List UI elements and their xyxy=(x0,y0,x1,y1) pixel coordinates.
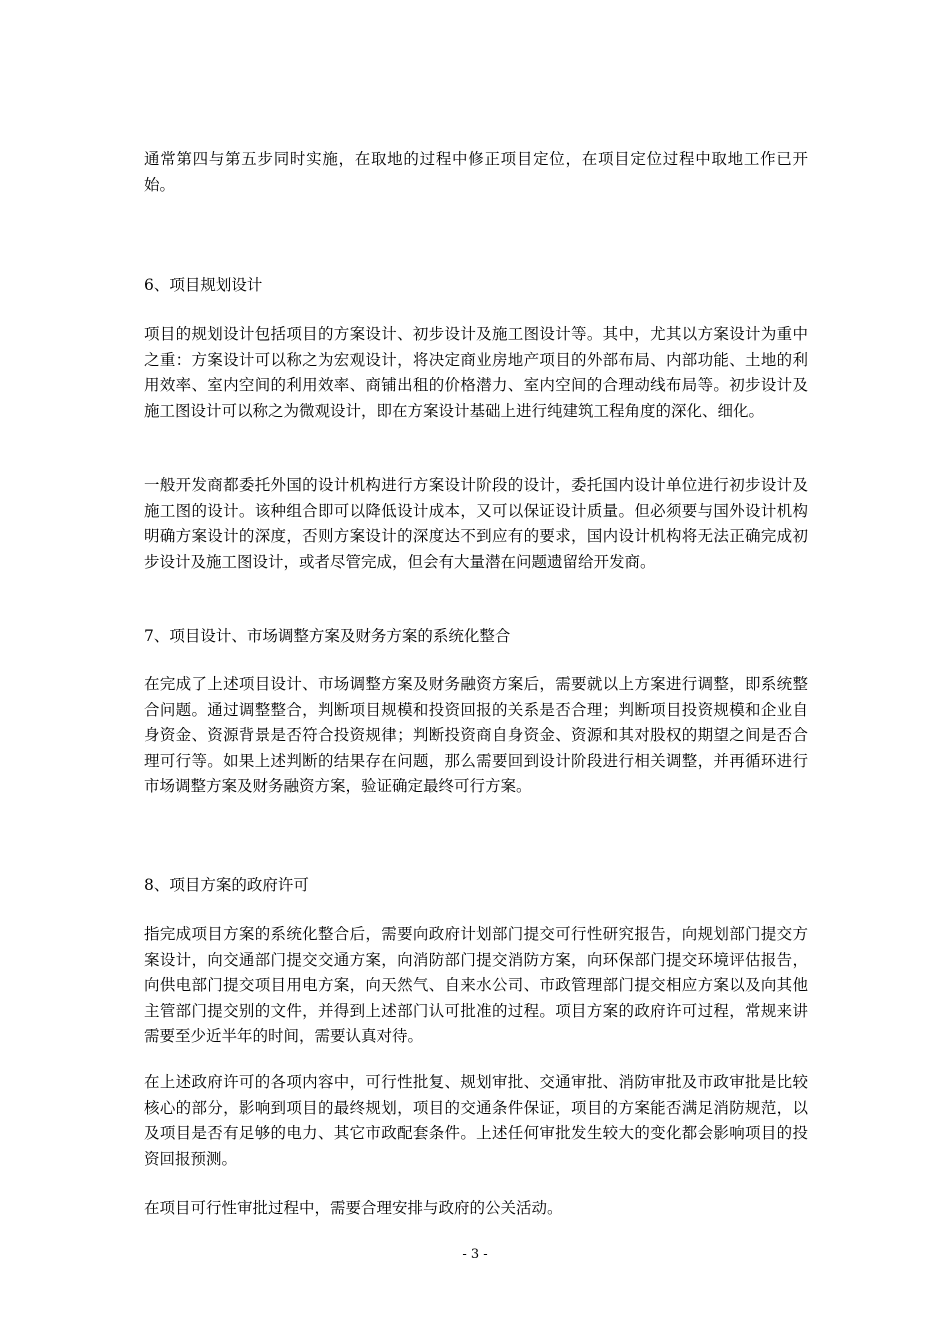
section-8-paragraph-2: 在上述政府许可的各项内容中，可行性批复、规划审批、交通审批、消防审批及市政审批是比较核心的部分，影响到项目的最终规划，项目的交通条件保证，项目的方案能否满足消防规范，以及项目是否有足够的电力、其它市政配套条件。上述任何审批发生较大的变化都会影响项目的投资回报预测。 xyxy=(144,1073,808,1168)
page-number: - 3 - xyxy=(462,1247,488,1262)
section-7-heading: 7、项目设计、市场调整方案及财务方案的系统化整合 xyxy=(144,627,511,645)
section-6-heading: 6、项目规划设计 xyxy=(144,276,263,294)
section-6-paragraph-2: 一般开发商都委托外国的设计机构进行方案设计阶段的设计，委托国内设计单位进行初步设计及施工图的设计。该种组合即可以降低设计成本，又可以保证设计质量。但必须要与国外设计机构明确方案设计的深度，否则方案设计的深度达不到应有的要求，国内设计机构将无法正确完成初步设计及施工图设计，或者尽管完成，但会有大量潜在问题遗留给开发商。 xyxy=(144,476,808,571)
section-8-paragraph-1: 指完成项目方案的系统化整合后，需要向政府计划部门提交可行性研究报告，向规划部门提交方案设计，向交通部门提交交通方案，向消防部门提交消防方案，向环保部门提交环境评估报告，向供电部门提交项目用电方案，向天然气、自来水公司、市政管理部门提交相应方案以及向其他主管部门提交别的文件，并得到上述部门认可批准的过程。项目方案的政府许可过程，常规来讲需要至少近半年的时间，需要认真对待。 xyxy=(144,925,808,1045)
section-6-paragraph-1: 项目的规划设计包括项目的方案设计、初步设计及施工图设计等。其中，尤其以方案设计为重中之重：方案设计可以称之为宏观设计，将决定商业房地产项目的外部布局、内部功能、土地的利用效率、室内空间的利用效率、商铺出租的价格潜力、室内空间的合理动线布局等。初步设计及施工图设计可以称之为微观设计，即在方案设计基础上进行纯建筑工程角度的深化、细化。 xyxy=(144,325,808,420)
intro-paragraph: 通常第四与第五步同时实施，在取地的过程中修正项目定位，在项目定位过程中取地工作已开始。 xyxy=(144,150,808,194)
section-7-paragraph-1: 在完成了上述项目设计、市场调整方案及财务融资方案后，需要就以上方案进行调整，即系统整合问题。通过调整整合，判断项目规模和投资回报的关系是否合理；判断项目投资规模和企业自身资金、资源背景是否符合投资规律；判断投资商自身资金、资源和其对股权的期望之间是否合理可行等。如果上述判断的结果存在问题，那么需要回到设计阶段进行相关调整，并再循环进行市场调整方案及财务融资方案，验证确定最终可行方案。 xyxy=(144,675,808,795)
section-8-paragraph-3: 在项目可行性审批过程中，需要合理安排与政府的公关活动。 xyxy=(144,1199,563,1217)
section-8-heading: 8、项目方案的政府许可 xyxy=(144,876,309,894)
